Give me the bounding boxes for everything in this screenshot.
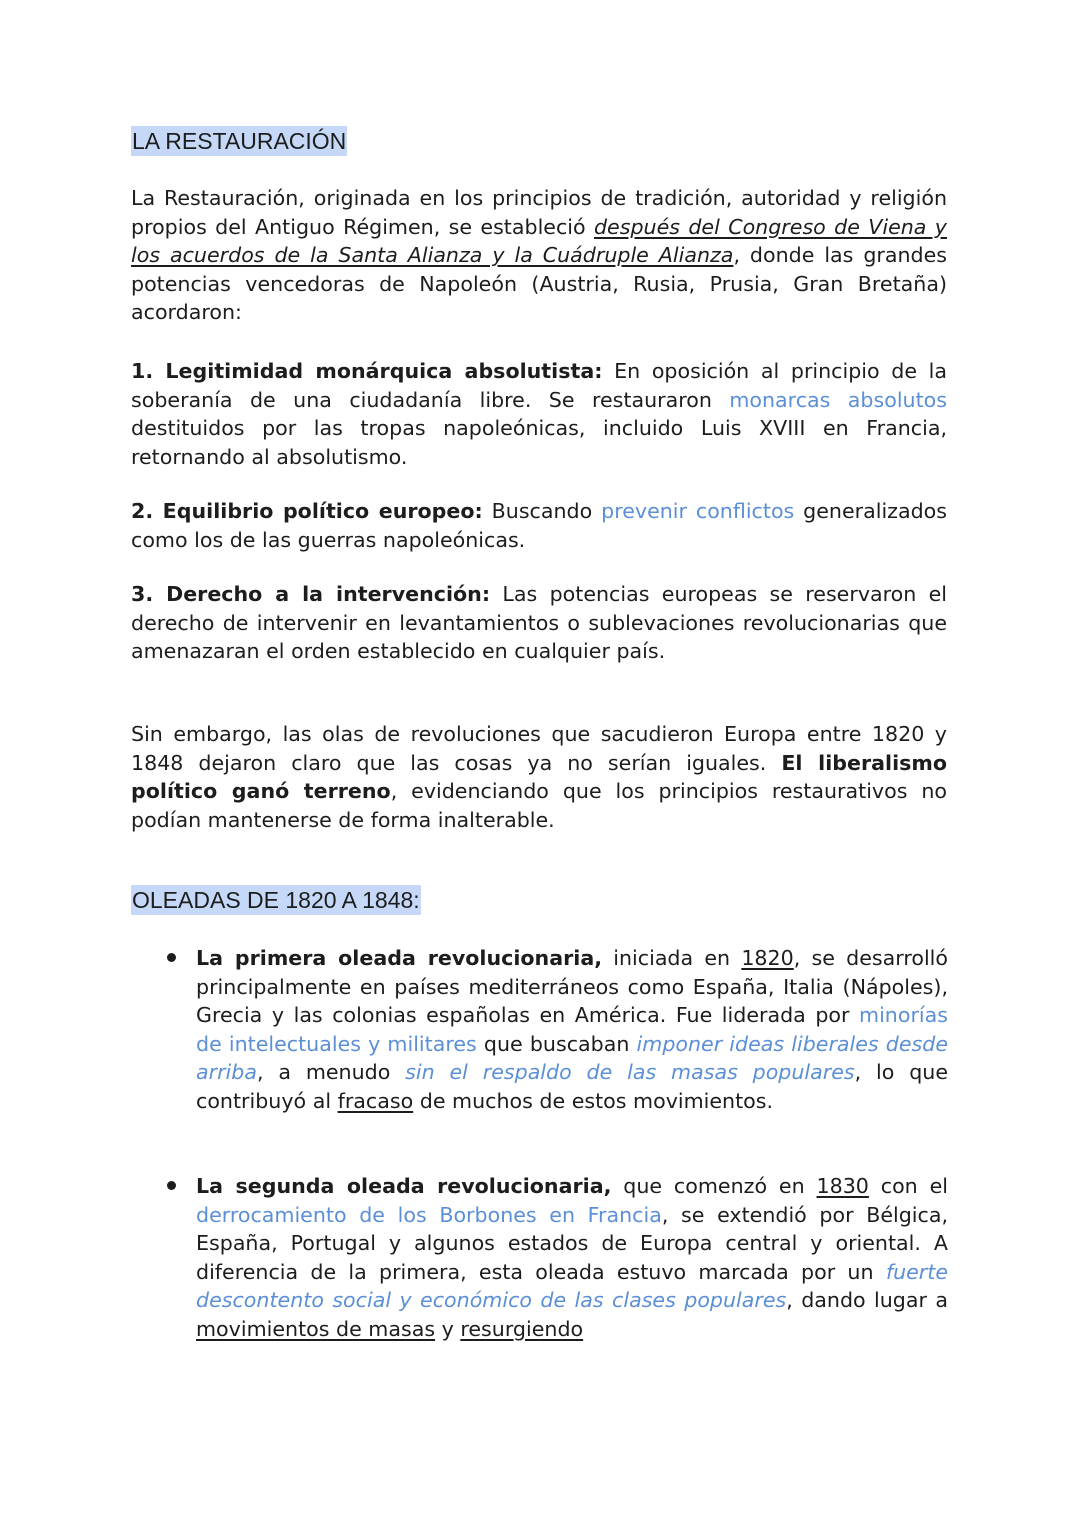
point-text: Buscando [482,499,602,523]
point-label: 3. Derecho a la intervención: [131,582,491,606]
wave-label: La segunda oleada revolucionaria, [196,1174,612,1198]
closing-bold: El liberalismo político ganó terreno [131,750,947,803]
wave-text: que comenzó en [611,1174,817,1198]
heading-oleadas: OLEADAS DE 1820 A 1848: [132,887,420,913]
intro-paragraph [131,184,947,327]
intro-text: La Restauración, originada en los principios de tradición, autoridad y religión propios del Antiguo Régimen, se estableció [131,186,947,239]
point-highlight: prevenir conflictos [601,499,795,523]
wave-highlight-italic: imponer ideas liberales desde arriba [196,1031,948,1084]
closing-text-end: , evidenciando que los principios restaurativos no podían mantenerse de forma inalterable. [131,779,947,832]
wave-text: , lo que contribuyó al [196,1060,949,1113]
bullet-icon [167,953,176,962]
wave-text: de muchos de estos movimientos. [413,1088,774,1113]
point-highlight: monarcas absolutos [729,387,947,412]
closing-text: Sin embargo, las olas de revoluciones que sacudieron Europa entre 1820 y 1848 dejaron claro que las cosas ya no serían iguales. [131,722,947,775]
intro-text-end: , donde las grandes potencias vencedoras de Napoleón (Austria, Rusia, Prusia, Gran Bretaña) acordaron: [131,243,948,324]
bullet-icon [167,1181,176,1190]
wave-highlight-italic: sin el respaldo de las masas populares [405,1060,855,1084]
point-label: 2. Equilibrio político europeo: [131,499,483,523]
point-intervencion [131,580,947,666]
intro-emphasis: después del Congreso de Viena y los acuerdos de la Santa Alianza y la Cuádruple Alianza [131,214,947,267]
point-text-end: destituidos por las tropas napoleónicas, incluido Luis XVIII en Francia, retornando al absolutismo. [131,416,947,469]
wave-text: , dando lugar a [786,1288,948,1312]
point-text: Las potencias europeas se reservaron el derecho de intervenir en levantamientos o sublevaciones revolucionarias que amenazaran el orden establecido en cualquier país. [131,582,948,663]
point-legitimidad [131,357,947,471]
wave-text: con el [868,1174,948,1198]
point-equilibrio [131,497,947,554]
point-label: 1. Legitimidad monárquica absolutista: [131,359,603,383]
wave-highlight: derrocamiento de los Borbones en Francia [196,1202,662,1227]
wave-year: 1830 [816,1174,869,1198]
wave-underline: fracaso [337,1088,414,1113]
wave-highlight: minorías de intelectuales y militares [196,1003,948,1056]
wave-underline: resurgiendo [460,1316,584,1341]
wave-text: que buscaban [476,1031,637,1056]
point-text-end: generalizados como los de las guerras napoleónicas. [131,499,948,552]
list-item-first-wave [196,944,948,1115]
wave-text: , se extendió por Bélgica, España, Portugal y algunos estados de Europa central y oriental. A diferencia de la primera, esta oleada estuvo marcada por un [196,1202,949,1284]
wave-text: , a menudo [256,1060,406,1084]
list-item-second-wave [196,1172,948,1343]
wave-year: 1820 [741,946,794,970]
wave-underline: movimientos de masas [196,1316,436,1341]
wave-text: iniciada en [602,946,742,970]
wave-text: , se desarrolló principalmente en países mediterráneos como España, Italia (Nápoles), Grecia y las colonias españolas en América. Fue liderada por [196,946,948,1027]
wave-highlight-italic: fuerte descontento social y económico de las clases populares [196,1259,948,1312]
heading-restauracion: LA RESTAURACIÓN [132,128,347,154]
closing-paragraph [131,720,947,834]
wave-text: y [435,1316,461,1341]
wave-label: La primera oleada revolucionaria, [196,946,603,970]
point-text: En oposición al principio de la soberanía de una ciudadanía libre. Se restauraron [131,359,948,412]
